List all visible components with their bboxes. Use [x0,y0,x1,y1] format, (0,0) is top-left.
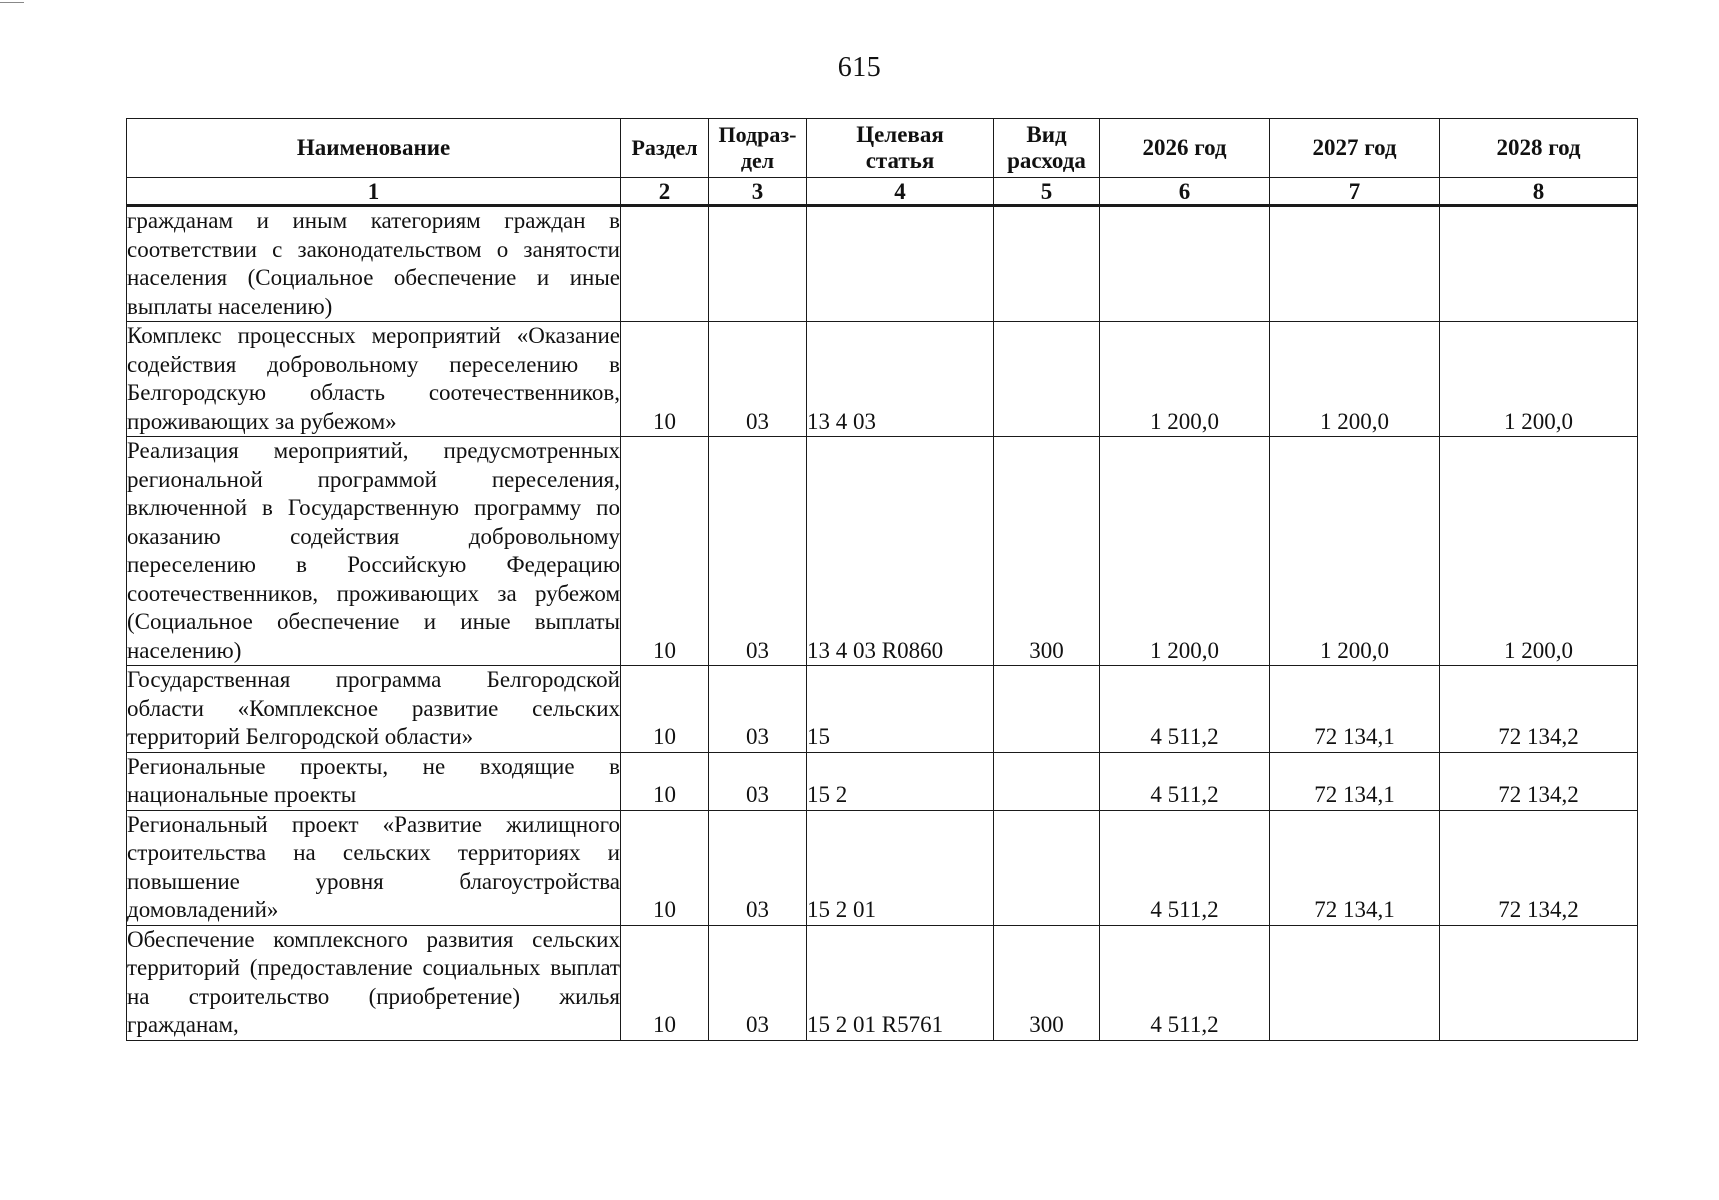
row-2028: 1 200,0 [1440,322,1638,437]
row-razdel: 10 [621,925,709,1040]
row-2028 [1440,206,1638,322]
row-name: Региональный проект «Развитие жилищного строительства на сельских территориях и повышение уровня благоустройства домовладений» [127,810,621,925]
row-vid [994,206,1100,322]
row-name: Обеспечение комплексного развития сельских территорий (предоставление социальных выплат на строительство (приобретение) жилья гражданам, [127,925,621,1040]
row-vid [994,666,1100,753]
table-row [127,810,1638,925]
row-podrazdel: 03 [709,666,807,753]
header-name: Наименование [127,119,621,178]
row-2027: 72 134,1 [1270,810,1440,925]
row-2028: 1 200,0 [1440,437,1638,666]
row-2026: 1 200,0 [1100,437,1270,666]
header-podrazdel [709,119,807,178]
row-code: 13 4 03 R0860 [807,437,994,666]
row-vid: 300 [994,925,1100,1040]
table-row [127,206,1638,322]
column-number: 2 [621,178,709,206]
row-razdel: 10 [621,752,709,810]
row-name: Комплекс процессных мероприятий «Оказание содействия добровольному переселению в Белгородскую область соотечественников, проживающих за рубежом» [127,322,621,437]
header-2027: 2027 год [1270,119,1440,178]
row-2028: 72 134,2 [1440,666,1638,753]
row-2027 [1270,925,1440,1040]
corner-mark [0,2,24,3]
row-code: 15 [807,666,994,753]
row-razdel: 10 [621,437,709,666]
row-name: Региональные проекты, не входящие в национальные проекты [127,752,621,810]
header-2028: 2028 год [1440,119,1638,178]
row-2026: 4 511,2 [1100,666,1270,753]
row-2028 [1440,925,1638,1040]
row-vid [994,810,1100,925]
column-number: 6 [1100,178,1270,206]
row-2028: 72 134,2 [1440,752,1638,810]
row-podrazdel: 03 [709,810,807,925]
header-razdel: Раздел [621,119,709,178]
row-name: Государственная программа Белгородской области «Комплексное развитие сельских территорий Белгородской области» [127,666,621,753]
table-row [127,925,1638,1040]
row-2026: 4 511,2 [1100,752,1270,810]
row-podrazdel: 03 [709,322,807,437]
table-row [127,437,1638,666]
row-2027 [1270,206,1440,322]
table-row [127,752,1638,810]
table-row [127,322,1638,437]
row-razdel [621,206,709,322]
row-code: 15 2 01 [807,810,994,925]
row-podrazdel: 03 [709,437,807,666]
row-razdel: 10 [621,810,709,925]
budget-table [126,118,1638,1041]
column-number: 4 [807,178,994,206]
row-2026: 1 200,0 [1100,322,1270,437]
page-number: 615 [837,52,882,83]
header-2026: 2026 год [1100,119,1270,178]
row-podrazdel [709,206,807,322]
row-code [807,206,994,322]
header-row [127,119,1638,178]
row-2027: 72 134,1 [1270,666,1440,753]
header-tselevaya: Целевая статья [807,119,994,178]
row-name: гражданам и иным категориям граждан в соответствии с законодательством о занятости населения (Социальное обеспечение и иные выплаты населению) [127,206,621,322]
row-2026: 4 511,2 [1100,810,1270,925]
row-podrazdel: 03 [709,752,807,810]
row-code: 13 4 03 [807,322,994,437]
row-2028: 72 134,2 [1440,810,1638,925]
row-podrazdel: 03 [709,925,807,1040]
row-2026 [1100,206,1270,322]
column-number: 5 [994,178,1100,206]
header-vid: Вид расхода [994,119,1100,178]
column-number-row [127,178,1638,206]
row-razdel: 10 [621,322,709,437]
column-number: 3 [709,178,807,206]
column-number: 7 [1270,178,1440,206]
row-code: 15 2 [807,752,994,810]
row-vid [994,322,1100,437]
row-name: Реализация мероприятий, предусмотренных региональной программой переселения, включенной в Государственную программу по оказанию содействия добровольному переселению в Российскую Федерацию соотечественников, проживающих за рубежом (Социальное обеспечение и иные выплаты населению) [127,437,621,666]
row-2027: 1 200,0 [1270,322,1440,437]
column-number: 8 [1440,178,1638,206]
header-podrazdel-text: Подраз-дел [718,122,797,173]
row-razdel: 10 [621,666,709,753]
row-vid: 300 [994,437,1100,666]
row-2026: 4 511,2 [1100,925,1270,1040]
column-number: 1 [127,178,621,206]
row-code: 15 2 01 R5761 [807,925,994,1040]
row-2027: 1 200,0 [1270,437,1440,666]
row-2027: 72 134,1 [1270,752,1440,810]
table-row [127,666,1638,753]
row-vid [994,752,1100,810]
